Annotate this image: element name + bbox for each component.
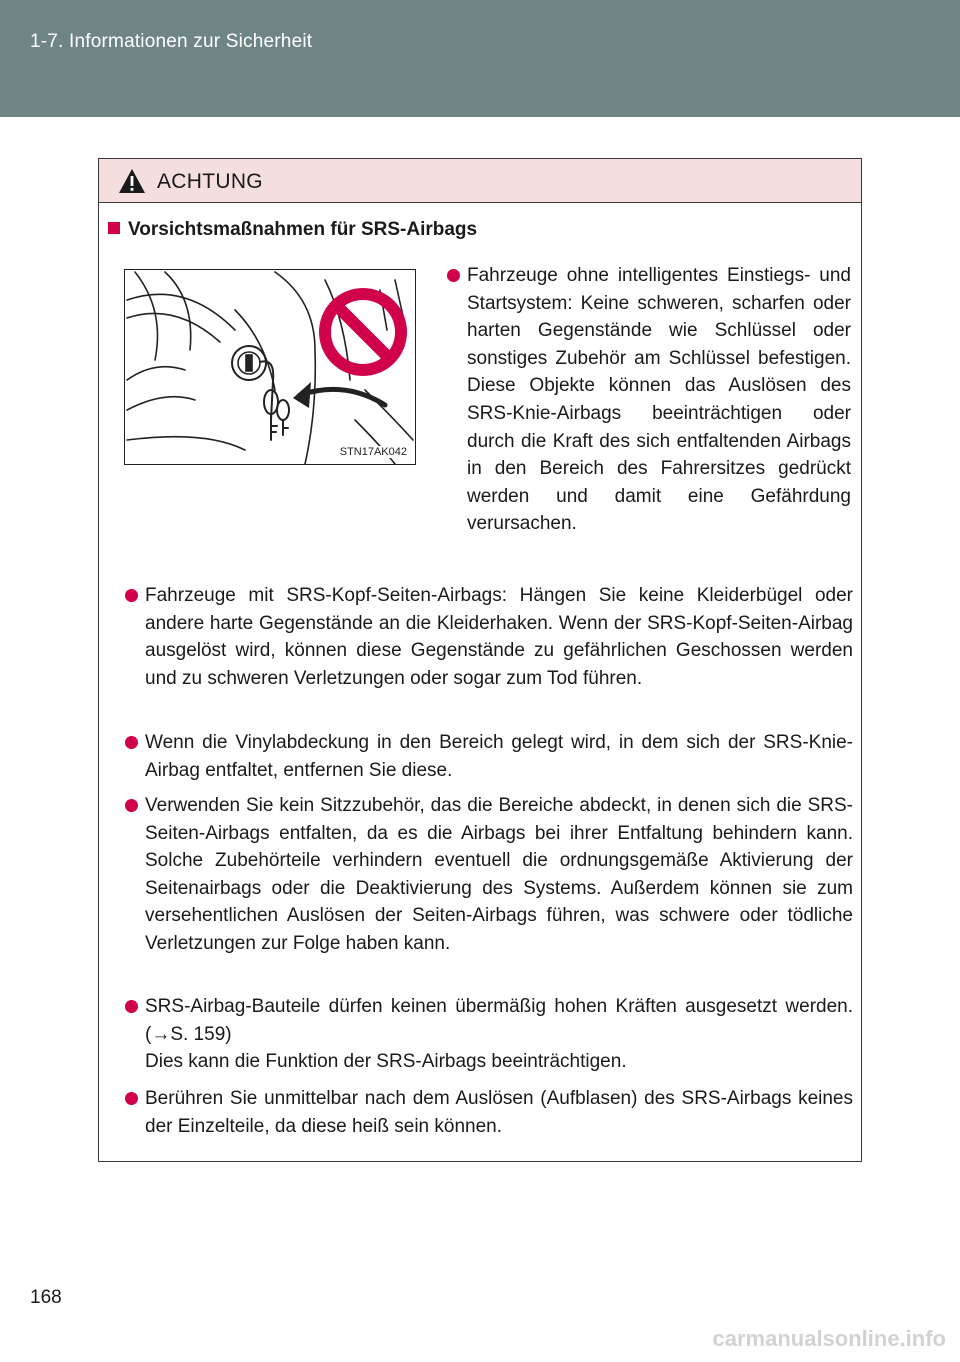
bullet-dot-icon [125,1092,138,1105]
ignition-key-figure [124,269,416,465]
bullet-dot-icon [125,1000,138,1013]
list-item [145,1085,853,1140]
list-item-text: Wenn die Vinylabdeckung in den Bereich gelegt wird, in dem sich der SRS-Knie-Airbag entfaltet, entfernen Sie diese. [145,732,853,781]
page-header [0,0,960,117]
bullet-dot-icon [125,799,138,812]
bullet-dot-icon [125,589,138,602]
warning-header [99,159,861,203]
square-bullet-icon [108,222,120,234]
list-item [145,729,853,784]
list-item [145,993,853,1076]
list-item [145,792,853,958]
list-item-subtext: Dies kann die Funktion der SRS-Airbags beeinträchtigen. [145,1051,627,1073]
warning-title: ACHTUNG [157,170,263,193]
section-title [108,219,477,241]
list-item-text: Fahrzeuge mit SRS-Kopf-Seiten-Airbags: Hängen Sie keine Kleiderbügel oder andere harte Gegenstände an die Kleiderhaken. Wenn der SRS-Kopf-Seiten-Airbag ausgelöst wird, können diese Gegenstände zu gefährlichen Geschossen werden und zu schweren Verletzungen oder sogar zum Tod führen. [145,585,853,689]
bullet-dot-icon [447,269,460,282]
list-item [467,262,851,538]
chapter-title: 1-7. Informationen zur Sicherheit [30,31,313,52]
list-item-text: Verwenden Sie kein Sitzzubehör, das die Bereiche abdeckt, in denen sich die SRS-Seiten-Airbags entfalten, da es die Airbags bei ihrer Entfaltung behindern kann. Solche Zubehörteile verhindern eventuell die ordnungsgemäße Aktivierung der Seitenairbags oder die Deaktivierung des Systems. Außerdem können sie zum versehentlichen Auslösen der Seiten-Airbags führen, was schwere oder tödliche Verletzungen zur Folge haben kann. [145,795,853,954]
list-item-text: Berühren Sie unmittelbar nach dem Auslösen (Aufblasen) des SRS-Airbags keines der Einzelteile, da diese heiß sein können. [145,1088,853,1137]
list-item [145,582,853,692]
list-item-text: Fahrzeuge ohne intelligentes Einstiegs- und Startsystem: Keine schweren, scharfen oder harten Gegenstände wie Schlüssel oder sonstiges Zubehör am Schlüssel befestigen. Diese Objekte können das Auslösen des SRS-Knie-Airbags beeinträchtigen oder durch die Kraft des sich entfaltenden Airbags in den Bereich des Fahrersitzes gedrückt werden und damit eine Gefährdung verursachen. [467,265,851,535]
ignition-key-illustration [125,270,415,464]
warning-triangle-icon [117,167,147,195]
bullet-dot-icon [125,736,138,749]
section-title-text: Vorsichtsmaßnahmen für SRS-Airbags [128,219,478,240]
page-number: 168 [30,1287,62,1308]
list-item-text: SRS-Airbag-Bauteile dürfen keinen übermäßig hohen Kräften ausgesetzt werden. (→S. 159) [145,996,853,1045]
footer-watermark: carmanualsonline.info [712,1326,946,1351]
figure-code: STN17AK042 [339,446,407,458]
